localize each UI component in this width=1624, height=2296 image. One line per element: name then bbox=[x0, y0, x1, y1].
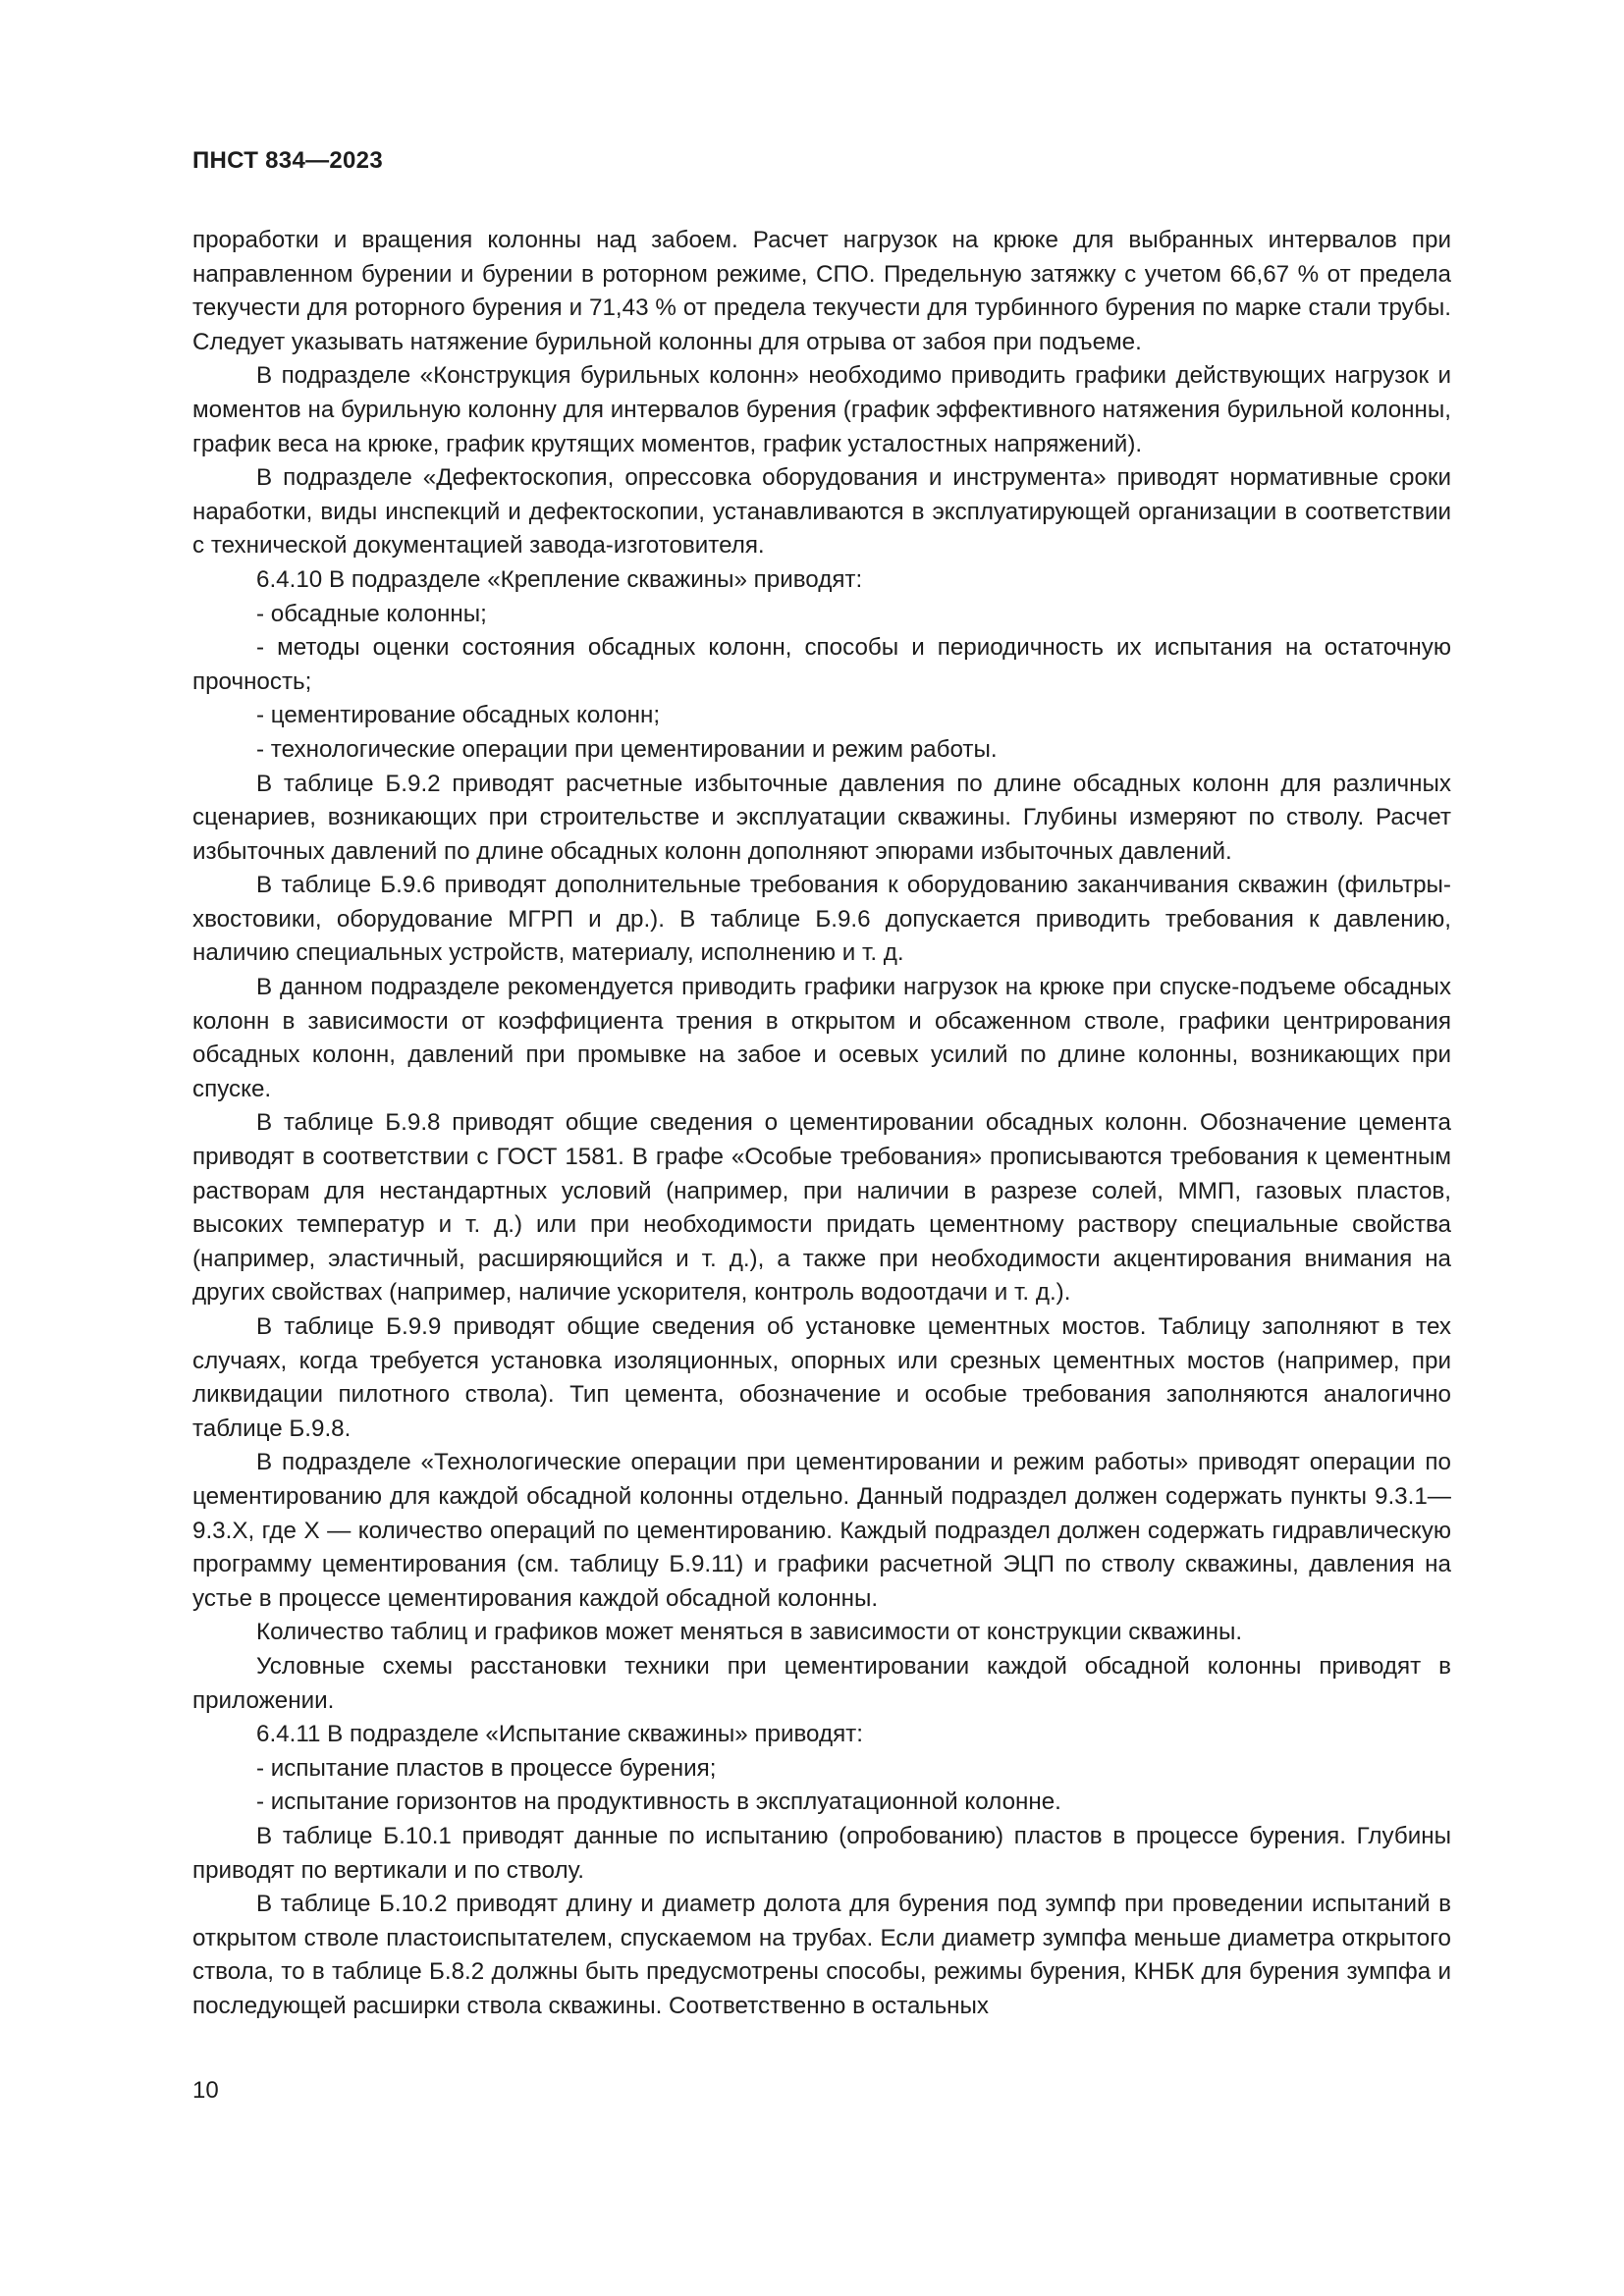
paragraph: В данном подразделе рекомендуется приводить графики нагрузок на крюке при спуске-подъеме обсадных колонн в зависимости от коэффициента трения в открытом и обсаженном стволе, графики центрирования обсадных колонн, давлений при промывке на забое и осевых усилий по длине колонны, возникающих при спуске. bbox=[192, 974, 1451, 1102]
list-item: - испытание пластов в процессе бурения; bbox=[256, 1754, 717, 1782]
list-item: - цементирование обсадных колонн; bbox=[256, 702, 661, 729]
paragraph: В подразделе «Дефектоскопия, опрессовка оборудования и инструмента» приводят нормативные сроки наработки, виды инспекций и дефектоскопии, устанавливаются в эксплуатирующей организации в соответствии с технической документацией завода-изготовителя. bbox=[192, 464, 1451, 560]
paragraph: В подразделе «Конструкция бурильных колонн» необходимо приводить графики действующих нагрузок и моментов на бурильную колонну для интервалов бурения (график эффективного натяжения бурильной колонны, график веса на крюке, график крутящих моментов, график усталостных напряжений). bbox=[192, 362, 1451, 457]
paragraph: В таблице Б.10.1 приводят данные по испытанию (опробованию) пластов в процессе бурения. Глубины приводят по вертикали и по стволу. bbox=[192, 1822, 1451, 1884]
paragraph: В таблице Б.10.2 приводят длину и диаметр долота для бурения под зумпф при проведении испытаний в открытом стволе пластоиспытателем, спускаемом на трубах. Если диаметр зумпфа меньше диаметра открытого ствола, то в таблице Б.8.2 должны быть предусмотрены способы, режимы бурения, КНБК для бурения зумпфа и последующей расширки ствола скважины. Соответственно в остальных bbox=[192, 1891, 1451, 2019]
section-heading: 6.4.10 В подразделе «Крепление скважины» приводят: bbox=[256, 565, 863, 593]
paragraph: В подразделе «Технологические операции при цементировании и режим работы» приводят операции по цементированию для каждой обсадной колонны отдельно. Данный подраздел должен содержать пункты 9.3.1—9.3.Х, где Х — количество операций по цементированию. Каждый подраздел должен содержать гидравлическую программу цементирования (см. таблицу Б.9.11) и графики расчетной ЭЦП по стволу скважины, давления на устье в процессе цементирования каждой обсадной колонны. bbox=[192, 1449, 1451, 1612]
list-item: - обсадные колонны; bbox=[256, 600, 487, 627]
list-item: - технологические операции при цементировании и режим работы. bbox=[256, 735, 998, 763]
body-text bbox=[192, 224, 1451, 2023]
page-number: 10 bbox=[192, 2077, 219, 2104]
paragraph: В таблице Б.9.9 приводят общие сведения об установке цементных мостов. Таблицу заполняют в тех случаях, когда требуется установка изоляционных, опорных или срезных цементных мостов (например, при ликвидации пилотного ствола). Тип цемента, обозначение и особые требования заполняются аналогично таблице Б.9.8. bbox=[192, 1313, 1451, 1442]
paragraph: проработки и вращения колонны над забоем. Расчет нагрузок на крюке для выбранных интервалов при направленном бурении и бурении в роторном режиме, СПО. Предельную затяжку с учетом 66,67 % от предела текучести для роторного бурения и 71,43 % от предела текучести для турбинного бурения по марке стали трубы. Следует указывать натяжение бурильной колонны для отрыва от забоя при подъеме. bbox=[192, 227, 1451, 355]
paragraph: В таблице Б.9.6 приводят дополнительные требования к оборудованию заканчивания скважин (фильтры-хвостовики, оборудование МГРП и др.). В таблице Б.9.6 допускается приводить требования к давлению, наличию специальных устройств, материалу, исполнению и т. д. bbox=[192, 872, 1451, 967]
list-item: - испытание горизонтов на продуктивность в эксплуатационной колонне. bbox=[256, 1789, 1061, 1816]
document-header: ПНСТ 834—2023 bbox=[192, 147, 383, 174]
paragraph: В таблице Б.9.8 приводят общие сведения о цементировании обсадных колонн. Обозначение цемента приводят в соответствии с ГОСТ 1581. В графе «Особые требования» прописываются требования к цементным растворам для нестандартных условий (например, при наличии в разрезе солей, ММП, газовых пластов, высоких температур и т. д.) или при необходимости придать цементному раствору специальные свойства (например, эластичный, расширяющийся и т. д.), а также при необходимости акцентирования внимания на других свойствах (например, наличие ускорителя, контроль водоотдачи и т. д.). bbox=[192, 1109, 1451, 1307]
paragraph: Условные схемы расстановки техники при цементировании каждой обсадной колонны приводят в приложении. bbox=[192, 1652, 1451, 1714]
list-item: - методы оценки состояния обсадных колонн, способы и периодичность их испытания на остаточную прочность; bbox=[192, 634, 1451, 695]
paragraph: Количество таблиц и графиков может меняться в зависимости от конструкции скважины. bbox=[256, 1619, 1243, 1646]
section-heading: 6.4.11 В подразделе «Испытание скважины» приводят: bbox=[256, 1721, 863, 1748]
paragraph: В таблице Б.9.2 приводят расчетные избыточные давления по длине обсадных колонн для различных сценариев, возникающих при строительстве и эксплуатации скважины. Глубины измеряют по стволу. Расчет избыточных давлений по длине обсадных колонн дополняют эпюрами избыточных давлений. bbox=[192, 770, 1451, 865]
